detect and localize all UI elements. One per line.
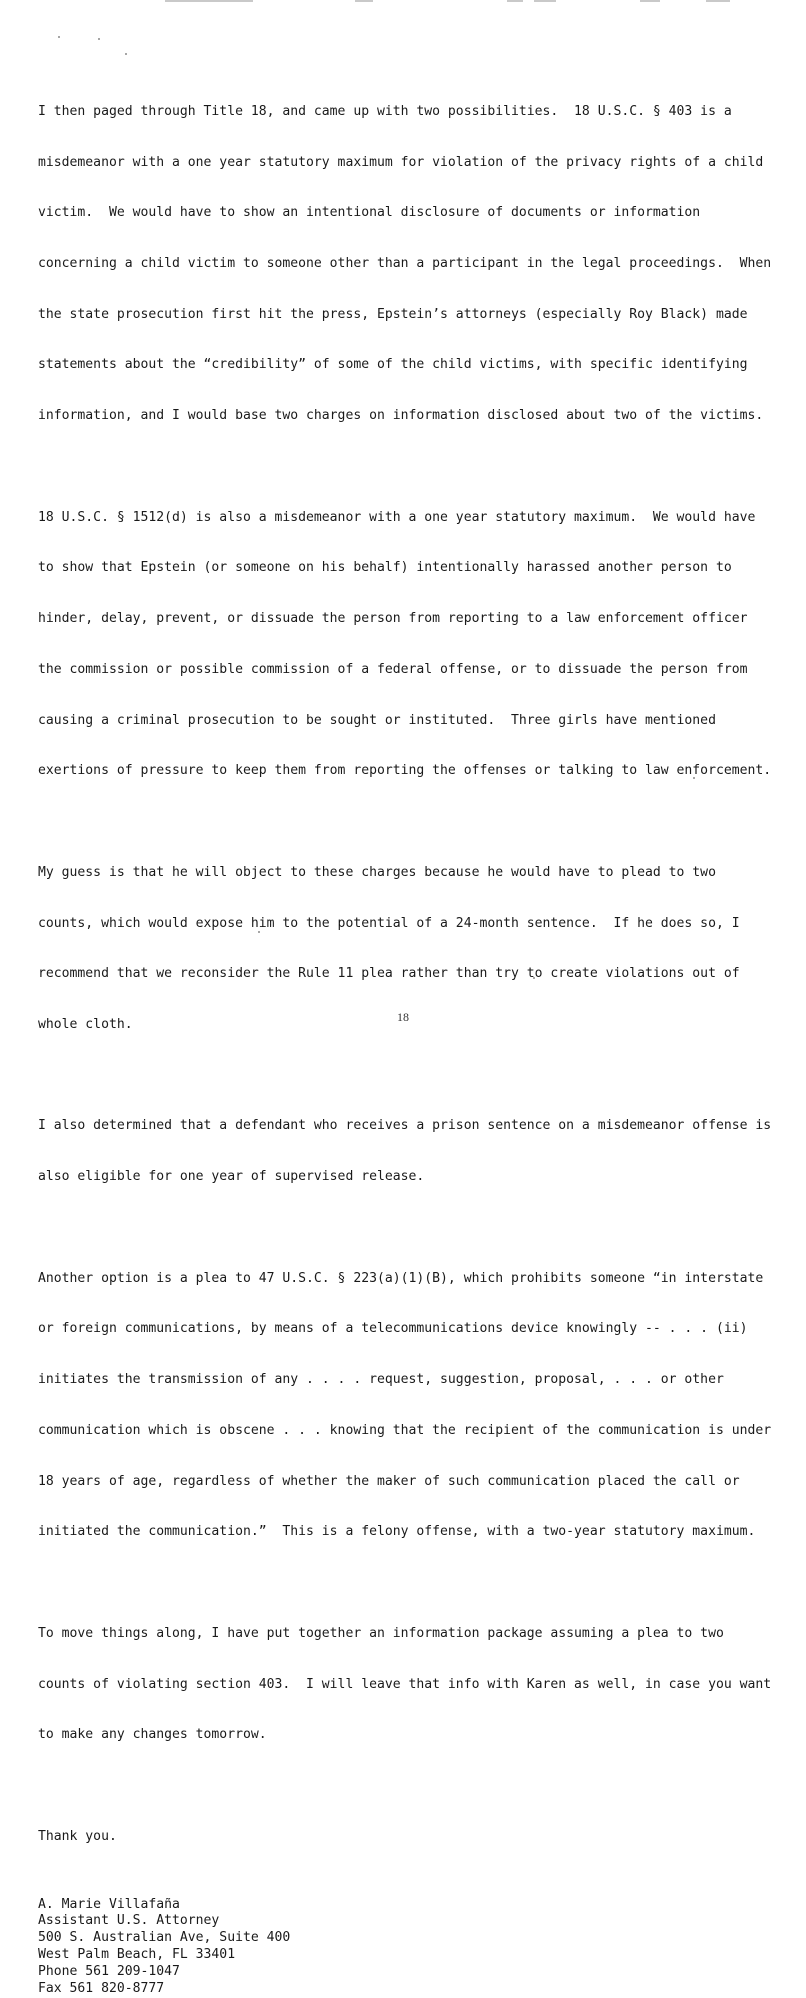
text-line: communication which is obscene . . . knowing that the recipient of the communication is under (38, 1422, 772, 1438)
text-line: My guess is that he will object to these charges because he would have to plead to two (38, 864, 716, 880)
text-line: concerning a child victim to someone other than a participant in the legal proceedings. When (38, 255, 772, 271)
signature-address-line1: 500 S. Australian Ave, Suite 400 (38, 1930, 291, 1946)
text-line: 18 U.S.C. § 1512(d) is also a misdemeanor with a one year statutory maximum. We would have (38, 509, 756, 525)
text-line: initiated the communication.” This is a felony offense, with a two-year statutory maximum. (38, 1524, 756, 1540)
text-line: counts, which would expose him to the potential of a 24-month sentence. If he does so, I (38, 915, 740, 931)
signature-title: Assistant U.S. Attorney (38, 1913, 220, 1929)
scan-mark (507, 0, 523, 2)
text-line: 18 years of age, regardless of whether the maker of such communication placed the call or (38, 1473, 740, 1489)
paragraph-thank-you (38, 1795, 778, 1880)
text-line: I also determined that a defendant who receives a prison sentence on a misdemeanor offense is (38, 1118, 772, 1134)
text-line: also eligible for one year of supervised release. (38, 1169, 425, 1185)
text-line: initiates the transmission of any . . . . request, suggestion, proposal, . . . or other (38, 1372, 724, 1388)
paragraph-title18-possibilities (38, 70, 778, 459)
text-line: statements about the “credibility” of some of the child victims, with specific identifying (38, 357, 748, 373)
text-line: hinder, delay, prevent, or dissuade the person from reporting to a law enforcement officer (38, 611, 748, 627)
paragraph-1512d (38, 476, 778, 814)
signature-block (38, 1897, 778, 1998)
scan-mark (355, 0, 373, 2)
text-line: recommend that we reconsider the Rule 11 plea rather than try to create violations out of (38, 966, 740, 982)
text-line: or foreign communications, by means of a telecommunications device knowingly -- . . . (ii) (38, 1321, 748, 1337)
text-line: victim. We would have to show an intentional disclosure of documents or information (38, 205, 701, 221)
text-line: To move things along, I have put together an information package assuming a plea to two (38, 1625, 724, 1641)
scan-mark (165, 0, 253, 2)
signature-address-line2: West Palm Beach, FL 33401 (38, 1947, 236, 1963)
paragraph-supervised-release (38, 1085, 778, 1220)
text-line: information, and I would base two charges on information disclosed about two of the victims. (38, 408, 764, 424)
signature-fax: Fax 561 820-8777 (38, 1981, 165, 1997)
text-line: Thank you. (38, 1828, 117, 1844)
text-line: the state prosecution first hit the press, Epstein’s attorneys (especially Roy Black) made (38, 306, 748, 322)
text-line: to show that Epstein (or someone on his behalf) intentionally harassed another person to (38, 560, 732, 576)
paragraph-another-option (38, 1237, 778, 1575)
scan-artifacts-top (0, 0, 806, 8)
text-line: misdemeanor with a one year statutory maximum for violation of the privacy rights of a child (38, 154, 764, 170)
paragraph-move-along (38, 1592, 778, 1778)
text-line: whole cloth. (38, 1016, 133, 1032)
text-line: the commission or possible commission of a federal offense, or to dissuade the person from (38, 661, 748, 677)
signature-phone: Phone 561 209-1047 (38, 1964, 180, 1980)
signature-name: A. Marie Villafaña (38, 1896, 180, 1912)
text-line: exertions of pressure to keep them from reporting the offenses or talking to law enforcement. (38, 763, 772, 779)
scan-speck (98, 38, 100, 40)
scan-mark (706, 0, 730, 2)
scan-mark (640, 0, 660, 2)
letter-body (38, 70, 778, 1998)
text-line: counts of violating section 403. I will leave that info with Karen as well, in case you want (38, 1676, 772, 1692)
text-line: I then paged through Title 18, and came up with two possibilities. 18 U.S.C. § 403 is a (38, 103, 732, 119)
paragraph-guess (38, 831, 778, 1068)
scan-speck (125, 53, 127, 55)
text-line: to make any changes tomorrow. (38, 1727, 267, 1743)
text-line: causing a criminal prosecution to be sought or instituted. Three girls have mentioned (38, 712, 716, 728)
scan-speck (58, 36, 60, 38)
page-number: 18 (397, 1010, 409, 1024)
text-line: Another option is a plea to 47 U.S.C. § 223(a)(1)(B), which prohibits someone “in interstate (38, 1270, 764, 1286)
scan-mark (534, 0, 556, 2)
